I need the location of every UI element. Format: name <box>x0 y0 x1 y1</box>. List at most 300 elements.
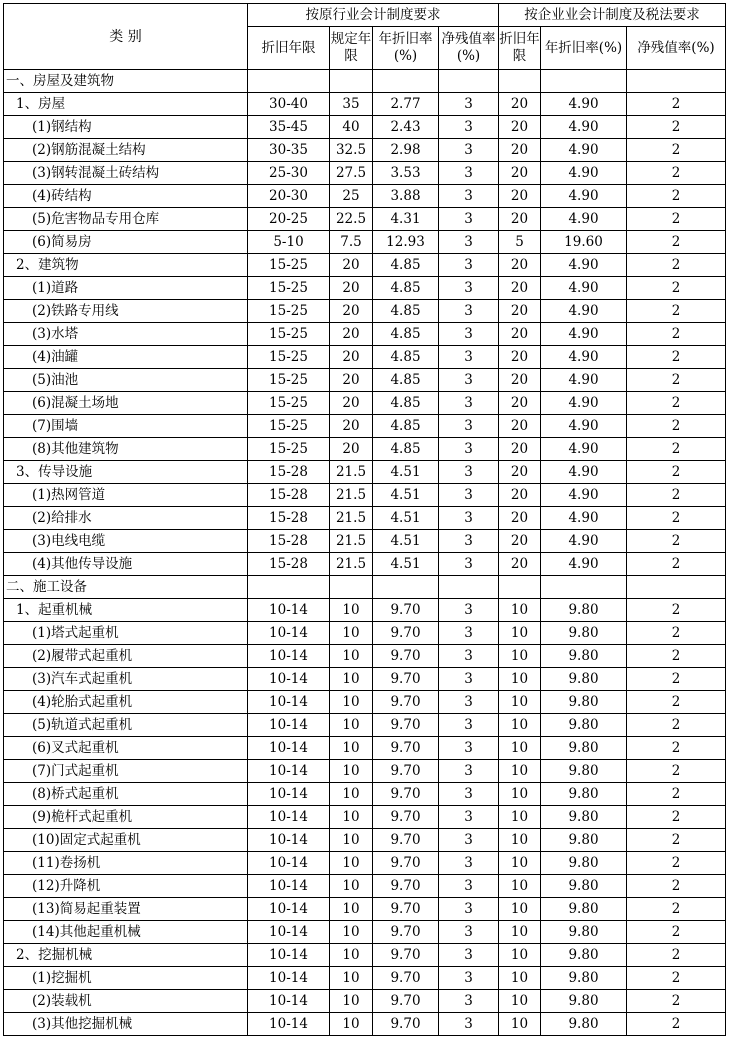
residual-cell: 3 <box>439 668 499 691</box>
years2-cell: 20 <box>499 208 541 231</box>
table-row <box>4 392 726 415</box>
residual-cell: 3 <box>439 93 499 116</box>
annual-rate-cell <box>373 70 439 93</box>
category-cell: (3)钢转混凝土砖结构 <box>4 162 248 185</box>
table-row <box>4 300 726 323</box>
residual-cell: 3 <box>439 346 499 369</box>
annual-rate-cell: 9.70 <box>373 714 439 737</box>
spec-years-cell: 10 <box>330 898 373 921</box>
spec-years-cell: 21.5 <box>330 553 373 576</box>
years2-cell: 20 <box>499 277 541 300</box>
annual-rate-cell: 9.70 <box>373 1013 439 1036</box>
years2-cell: 10 <box>499 691 541 714</box>
years-range-cell: 10-14 <box>248 714 330 737</box>
annual-rate2-cell <box>541 576 627 599</box>
years2-cell: 10 <box>499 875 541 898</box>
years-range-cell: 5-10 <box>248 231 330 254</box>
residual-cell: 3 <box>439 139 499 162</box>
residual2-cell: 2 <box>627 323 726 346</box>
table-row <box>4 231 726 254</box>
annual-rate-cell: 4.85 <box>373 277 439 300</box>
years-range-cell: 15-25 <box>248 369 330 392</box>
residual2-cell <box>627 70 726 93</box>
years-range-cell: 10-14 <box>248 1013 330 1036</box>
table-row <box>4 438 726 461</box>
category-cell: (6)简易房 <box>4 231 248 254</box>
category-cell: (2)履带式起重机 <box>4 645 248 668</box>
table-row <box>4 852 726 875</box>
header-row-1 <box>4 4 726 27</box>
residual-cell: 3 <box>439 898 499 921</box>
years-range-cell: 10-14 <box>248 760 330 783</box>
annual-rate2-cell: 4.90 <box>541 116 627 139</box>
years2-cell <box>499 576 541 599</box>
table-row <box>4 507 726 530</box>
residual-cell: 3 <box>439 530 499 553</box>
spec-years-cell: 20 <box>330 300 373 323</box>
category-cell: (6)叉式起重机 <box>4 737 248 760</box>
residual2-cell: 2 <box>627 806 726 829</box>
category-cell: (1)热网管道 <box>4 484 248 507</box>
annual-rate2-cell: 9.80 <box>541 714 627 737</box>
annual-rate-cell: 9.70 <box>373 737 439 760</box>
col-annual-rate2: 年折旧率(%) <box>541 27 627 70</box>
years-range-cell <box>248 70 330 93</box>
spec-years-cell: 10 <box>330 599 373 622</box>
annual-rate2-cell: 4.90 <box>541 438 627 461</box>
spec-years-cell <box>330 576 373 599</box>
spec-years-cell: 21.5 <box>330 507 373 530</box>
table-row <box>4 323 726 346</box>
annual-rate-cell: 4.85 <box>373 346 439 369</box>
annual-rate-cell: 2.98 <box>373 139 439 162</box>
years2-cell: 20 <box>499 346 541 369</box>
residual2-cell: 2 <box>627 392 726 415</box>
col-years2: 折旧年限 <box>499 27 541 70</box>
spec-years-cell: 22.5 <box>330 208 373 231</box>
years-range-cell: 10-14 <box>248 622 330 645</box>
table-row <box>4 461 726 484</box>
table-body <box>4 70 726 1036</box>
annual-rate-cell: 9.70 <box>373 806 439 829</box>
annual-rate2-cell: 9.80 <box>541 875 627 898</box>
residual-cell: 3 <box>439 599 499 622</box>
years-range-cell <box>248 576 330 599</box>
col-annual-rate: 年折旧率(%) <box>373 27 439 70</box>
table-row <box>4 208 726 231</box>
col-residual2: 净残值率(%) <box>627 27 726 70</box>
years2-cell: 20 <box>499 185 541 208</box>
annual-rate2-cell: 9.80 <box>541 852 627 875</box>
years2-cell <box>499 70 541 93</box>
category-cell: (4)砖结构 <box>4 185 248 208</box>
category-cell: (3)电线电缆 <box>4 530 248 553</box>
annual-rate2-cell: 9.80 <box>541 990 627 1013</box>
annual-rate-cell: 4.51 <box>373 553 439 576</box>
category-cell: (5)油池 <box>4 369 248 392</box>
annual-rate-cell: 4.85 <box>373 300 439 323</box>
residual2-cell: 2 <box>627 254 726 277</box>
years-range-cell: 10-14 <box>248 967 330 990</box>
residual2-cell: 2 <box>627 530 726 553</box>
residual2-cell: 2 <box>627 921 726 944</box>
years2-cell: 10 <box>499 668 541 691</box>
years2-cell: 10 <box>499 944 541 967</box>
residual2-cell: 2 <box>627 829 726 852</box>
annual-rate2-cell: 4.90 <box>541 507 627 530</box>
table-row <box>4 530 726 553</box>
residual-cell: 3 <box>439 622 499 645</box>
residual2-cell: 2 <box>627 622 726 645</box>
category-cell: (4)其他传导设施 <box>4 553 248 576</box>
annual-rate2-cell: 9.80 <box>541 760 627 783</box>
residual2-cell: 2 <box>627 760 726 783</box>
annual-rate2-cell: 9.80 <box>541 806 627 829</box>
residual2-cell: 2 <box>627 668 726 691</box>
category-cell: (9)桅杆式起重机 <box>4 806 248 829</box>
annual-rate2-cell: 9.80 <box>541 622 627 645</box>
years-range-cell: 15-25 <box>248 323 330 346</box>
residual2-cell: 2 <box>627 852 726 875</box>
residual2-cell: 2 <box>627 737 726 760</box>
annual-rate2-cell: 4.90 <box>541 415 627 438</box>
residual2-cell: 2 <box>627 300 726 323</box>
years2-cell: 20 <box>499 162 541 185</box>
table-row <box>4 760 726 783</box>
spec-years-cell: 10 <box>330 852 373 875</box>
spec-years-cell: 35 <box>330 93 373 116</box>
table-row <box>4 714 726 737</box>
table-row <box>4 484 726 507</box>
enterprise-standard-header: 按企业业会计制度及税法要求 <box>499 4 726 27</box>
years2-cell: 10 <box>499 990 541 1013</box>
category-cell: (1)钢结构 <box>4 116 248 139</box>
table-row <box>4 369 726 392</box>
residual-cell: 3 <box>439 392 499 415</box>
years2-cell: 20 <box>499 116 541 139</box>
table-row <box>4 162 726 185</box>
years2-cell: 20 <box>499 415 541 438</box>
table-row <box>4 1013 726 1036</box>
years2-cell: 10 <box>499 921 541 944</box>
table-row <box>4 622 726 645</box>
annual-rate2-cell: 4.90 <box>541 323 627 346</box>
residual-cell: 3 <box>439 921 499 944</box>
annual-rate-cell: 9.70 <box>373 760 439 783</box>
residual2-cell: 2 <box>627 484 726 507</box>
residual-cell: 3 <box>439 737 499 760</box>
annual-rate2-cell: 9.80 <box>541 599 627 622</box>
years-range-cell: 15-25 <box>248 277 330 300</box>
years-range-cell: 30-40 <box>248 93 330 116</box>
residual-cell: 3 <box>439 1013 499 1036</box>
annual-rate2-cell: 4.90 <box>541 277 627 300</box>
category-cell: (2)装载机 <box>4 990 248 1013</box>
spec-years-cell: 20 <box>330 392 373 415</box>
years-range-cell: 15-25 <box>248 392 330 415</box>
category-cell: 3、传导设施 <box>4 461 248 484</box>
annual-rate2-cell: 4.90 <box>541 369 627 392</box>
residual2-cell: 2 <box>627 346 726 369</box>
residual-cell: 3 <box>439 323 499 346</box>
residual2-cell: 2 <box>627 277 726 300</box>
spec-years-cell: 10 <box>330 714 373 737</box>
table-row <box>4 576 726 599</box>
residual-cell: 3 <box>439 484 499 507</box>
years-range-cell: 15-25 <box>248 254 330 277</box>
annual-rate-cell: 9.70 <box>373 622 439 645</box>
years2-cell: 20 <box>499 438 541 461</box>
spec-years-cell: 10 <box>330 967 373 990</box>
residual-cell <box>439 576 499 599</box>
annual-rate2-cell: 9.80 <box>541 737 627 760</box>
category-cell: (3)汽车式起重机 <box>4 668 248 691</box>
category-cell: (10)固定式起重机 <box>4 829 248 852</box>
residual-cell: 3 <box>439 208 499 231</box>
annual-rate2-cell: 9.80 <box>541 668 627 691</box>
category-cell: (14)其他起重机械 <box>4 921 248 944</box>
years-range-cell: 15-25 <box>248 415 330 438</box>
annual-rate2-cell: 4.90 <box>541 93 627 116</box>
residual2-cell: 2 <box>627 116 726 139</box>
residual2-cell: 2 <box>627 553 726 576</box>
residual2-cell: 2 <box>627 185 726 208</box>
residual-cell: 3 <box>439 415 499 438</box>
spec-years-cell: 10 <box>330 829 373 852</box>
category-cell: 1、房屋 <box>4 93 248 116</box>
spec-years-cell: 10 <box>330 990 373 1013</box>
residual-cell: 3 <box>439 944 499 967</box>
table-row <box>4 70 726 93</box>
category-cell: (4)油罐 <box>4 346 248 369</box>
table-row <box>4 829 726 852</box>
table-row <box>4 254 726 277</box>
annual-rate-cell: 4.51 <box>373 507 439 530</box>
spec-years-cell: 21.5 <box>330 530 373 553</box>
residual2-cell: 2 <box>627 139 726 162</box>
years-range-cell: 10-14 <box>248 737 330 760</box>
annual-rate-cell: 4.31 <box>373 208 439 231</box>
annual-rate-cell: 9.70 <box>373 691 439 714</box>
residual-cell: 3 <box>439 277 499 300</box>
spec-years-cell: 20 <box>330 323 373 346</box>
table-row <box>4 967 726 990</box>
years2-cell: 20 <box>499 139 541 162</box>
spec-years-cell: 10 <box>330 645 373 668</box>
annual-rate2-cell: 9.80 <box>541 967 627 990</box>
years-range-cell: 10-14 <box>248 599 330 622</box>
residual-cell: 3 <box>439 507 499 530</box>
spec-years-cell: 21.5 <box>330 484 373 507</box>
years2-cell: 20 <box>499 484 541 507</box>
annual-rate-cell: 4.85 <box>373 415 439 438</box>
spec-years-cell: 20 <box>330 254 373 277</box>
table-row <box>4 944 726 967</box>
years2-cell: 20 <box>499 323 541 346</box>
spec-years-cell: 10 <box>330 921 373 944</box>
category-header: 类 别 <box>4 4 248 70</box>
table-row <box>4 691 726 714</box>
spec-years-cell: 10 <box>330 944 373 967</box>
spec-years-cell: 25 <box>330 185 373 208</box>
spec-years-cell: 20 <box>330 346 373 369</box>
category-cell: (11)卷扬机 <box>4 852 248 875</box>
category-cell: (4)轮胎式起重机 <box>4 691 248 714</box>
years2-cell: 20 <box>499 507 541 530</box>
annual-rate-cell: 4.51 <box>373 530 439 553</box>
annual-rate2-cell: 4.90 <box>541 300 627 323</box>
annual-rate2-cell: 9.80 <box>541 921 627 944</box>
table-row <box>4 806 726 829</box>
category-cell: (5)轨道式起重机 <box>4 714 248 737</box>
category-cell: (6)混凝土场地 <box>4 392 248 415</box>
spec-years-cell: 20 <box>330 277 373 300</box>
residual2-cell: 2 <box>627 162 726 185</box>
category-cell: (1)挖掘机 <box>4 967 248 990</box>
years2-cell: 20 <box>499 254 541 277</box>
years-range-cell: 15-28 <box>248 530 330 553</box>
table-row <box>4 921 726 944</box>
years-range-cell: 10-14 <box>248 852 330 875</box>
category-cell: (1)道路 <box>4 277 248 300</box>
annual-rate-cell: 4.85 <box>373 438 439 461</box>
spec-years-cell: 10 <box>330 668 373 691</box>
residual-cell: 3 <box>439 875 499 898</box>
spec-years-cell: 7.5 <box>330 231 373 254</box>
annual-rate-cell: 12.93 <box>373 231 439 254</box>
years-range-cell: 10-14 <box>248 990 330 1013</box>
spec-years-cell: 10 <box>330 691 373 714</box>
category-cell: (3)其他挖掘机械 <box>4 1013 248 1036</box>
annual-rate-cell: 9.70 <box>373 944 439 967</box>
residual2-cell: 2 <box>627 714 726 737</box>
annual-rate2-cell: 9.80 <box>541 1013 627 1036</box>
category-cell: (8)桥式起重机 <box>4 783 248 806</box>
table-row <box>4 645 726 668</box>
annual-rate2-cell: 9.80 <box>541 944 627 967</box>
category-cell: 一、房屋及建筑物 <box>4 70 248 93</box>
residual-cell: 3 <box>439 185 499 208</box>
table-row <box>4 346 726 369</box>
years2-cell: 20 <box>499 369 541 392</box>
years2-cell: 10 <box>499 898 541 921</box>
annual-rate2-cell: 4.90 <box>541 208 627 231</box>
residual-cell: 3 <box>439 829 499 852</box>
years-range-cell: 10-14 <box>248 806 330 829</box>
col-years-range: 折旧年限 <box>248 27 330 70</box>
annual-rate-cell: 9.70 <box>373 829 439 852</box>
spec-years-cell: 10 <box>330 1013 373 1036</box>
table-row <box>4 93 726 116</box>
spec-years-cell: 27.5 <box>330 162 373 185</box>
annual-rate-cell: 9.70 <box>373 967 439 990</box>
spec-years-cell: 21.5 <box>330 461 373 484</box>
years2-cell: 10 <box>499 645 541 668</box>
years-range-cell: 10-14 <box>248 921 330 944</box>
residual-cell: 3 <box>439 369 499 392</box>
years2-cell: 10 <box>499 783 541 806</box>
years2-cell: 20 <box>499 300 541 323</box>
residual-cell: 3 <box>439 967 499 990</box>
years2-cell: 20 <box>499 392 541 415</box>
years-range-cell: 15-28 <box>248 484 330 507</box>
category-cell: (2)铁路专用线 <box>4 300 248 323</box>
years2-cell: 10 <box>499 806 541 829</box>
years2-cell: 5 <box>499 231 541 254</box>
annual-rate2-cell: 4.90 <box>541 530 627 553</box>
col-spec-years: 规定年限 <box>330 27 373 70</box>
residual-cell: 3 <box>439 231 499 254</box>
years-range-cell: 10-14 <box>248 944 330 967</box>
residual-cell: 3 <box>439 645 499 668</box>
table-row <box>4 139 726 162</box>
years2-cell: 20 <box>499 93 541 116</box>
annual-rate-cell: 4.85 <box>373 254 439 277</box>
residual-cell: 3 <box>439 162 499 185</box>
category-cell: (1)塔式起重机 <box>4 622 248 645</box>
annual-rate-cell: 3.53 <box>373 162 439 185</box>
residual-cell: 3 <box>439 254 499 277</box>
residual-cell: 3 <box>439 300 499 323</box>
annual-rate2-cell: 4.90 <box>541 139 627 162</box>
years-range-cell: 10-14 <box>248 898 330 921</box>
annual-rate2-cell: 4.90 <box>541 254 627 277</box>
annual-rate-cell: 2.43 <box>373 116 439 139</box>
annual-rate2-cell: 4.90 <box>541 185 627 208</box>
years2-cell: 10 <box>499 622 541 645</box>
annual-rate-cell: 2.77 <box>373 93 439 116</box>
residual2-cell: 2 <box>627 875 726 898</box>
years2-cell: 20 <box>499 530 541 553</box>
table-row <box>4 990 726 1013</box>
category-cell: (2)给排水 <box>4 507 248 530</box>
residual-cell: 3 <box>439 691 499 714</box>
residual-cell: 3 <box>439 990 499 1013</box>
annual-rate-cell: 3.88 <box>373 185 439 208</box>
years2-cell: 10 <box>499 714 541 737</box>
annual-rate-cell: 9.70 <box>373 645 439 668</box>
years-range-cell: 10-14 <box>248 875 330 898</box>
annual-rate-cell: 4.51 <box>373 461 439 484</box>
category-cell: 二、施工设备 <box>4 576 248 599</box>
annual-rate2-cell: 4.90 <box>541 461 627 484</box>
annual-rate-cell: 4.85 <box>373 323 439 346</box>
table-row <box>4 875 726 898</box>
years-range-cell: 20-30 <box>248 185 330 208</box>
table-row <box>4 783 726 806</box>
years-range-cell: 10-14 <box>248 783 330 806</box>
years-range-cell: 15-25 <box>248 438 330 461</box>
annual-rate-cell: 9.70 <box>373 668 439 691</box>
years-range-cell: 35-45 <box>248 116 330 139</box>
residual-cell: 3 <box>439 714 499 737</box>
spec-years-cell: 20 <box>330 369 373 392</box>
residual-cell: 3 <box>439 116 499 139</box>
years-range-cell: 10-14 <box>248 668 330 691</box>
annual-rate2-cell: 19.60 <box>541 231 627 254</box>
years-range-cell: 15-25 <box>248 346 330 369</box>
years2-cell: 20 <box>499 553 541 576</box>
spec-years-cell: 10 <box>330 737 373 760</box>
residual-cell: 3 <box>439 760 499 783</box>
category-cell: (3)水塔 <box>4 323 248 346</box>
residual2-cell: 2 <box>627 944 726 967</box>
years2-cell: 10 <box>499 1013 541 1036</box>
table-row <box>4 415 726 438</box>
table-row <box>4 898 726 921</box>
spec-years-cell: 32.5 <box>330 139 373 162</box>
annual-rate2-cell: 4.90 <box>541 484 627 507</box>
